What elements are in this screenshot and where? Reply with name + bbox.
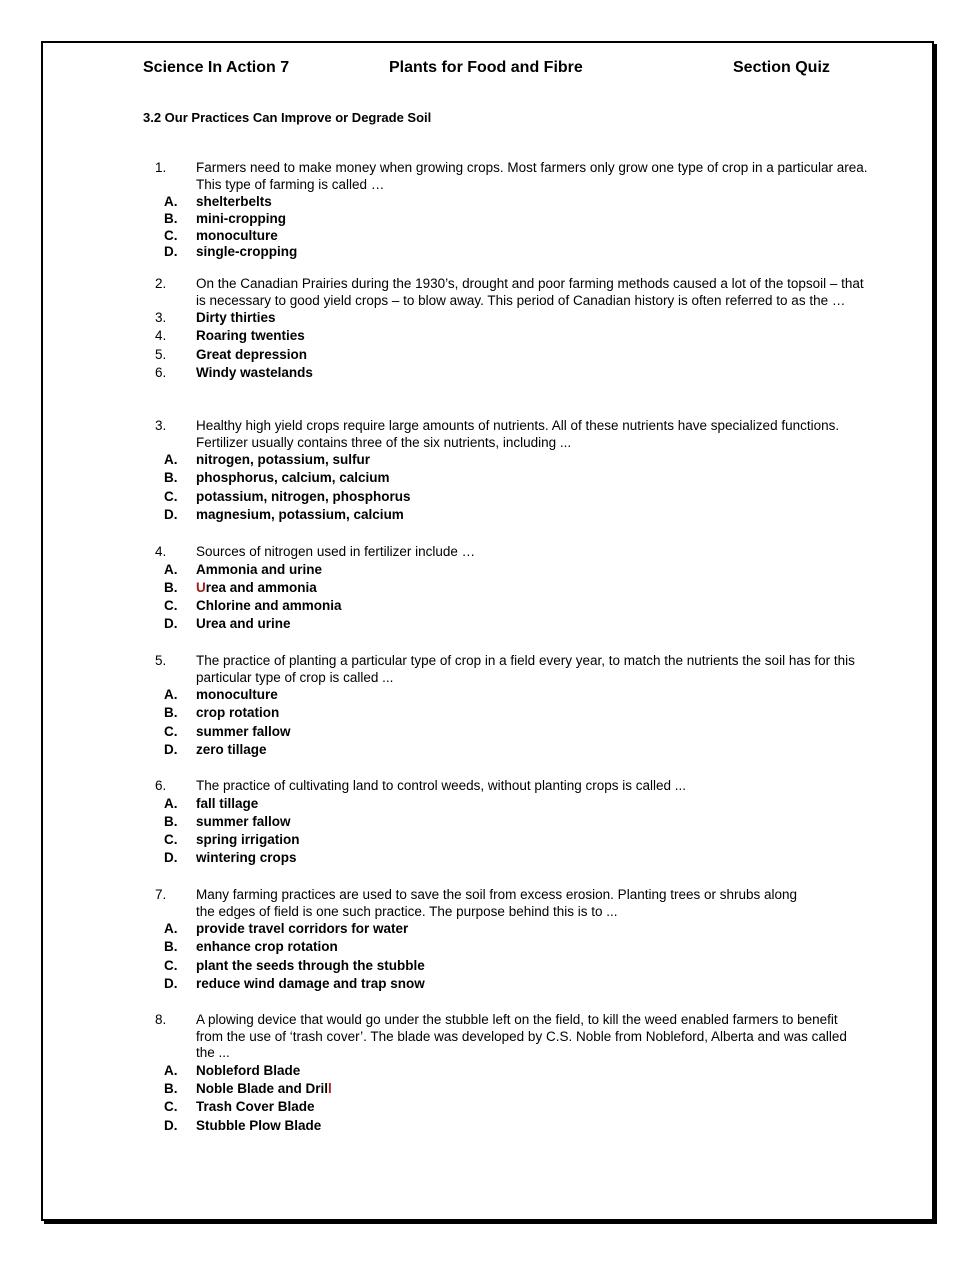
question-4: [0, 544, 979, 634]
question-text: On the Canadian Prairies during the 1930’s, drought and poor farming methods caused a lot of the topsoil – that is necessary to good yield crops – to blow away. This period of Canadian history is often referred to as the …: [196, 276, 864, 308]
option-b[interactable]: B. crop rotation: [164, 705, 280, 721]
question-stem: [0, 653, 876, 686]
option-d[interactable]: D. Stubble Plow Blade: [164, 1117, 322, 1133]
option-d[interactable]: D. magnesium, potassium, calcium: [164, 507, 404, 523]
section-title: 3.2 Our Practices Can Improve or Degrade Soil: [143, 110, 432, 125]
question-2: [0, 276, 979, 382]
question-stem: [0, 1012, 856, 1062]
question-text: The practice of cultivating land to control weeds, without planting crops is called ...: [196, 778, 687, 793]
option-d[interactable]: D. reduce wind damage and trap snow: [164, 976, 425, 992]
option-b[interactable]: 4. Roaring twenties: [155, 328, 305, 344]
question-number: 7.: [155, 887, 167, 902]
question-1: [0, 160, 979, 261]
option-b[interactable]: B. mini-cropping: [164, 211, 286, 227]
question-number: 1.: [155, 160, 167, 175]
question-stem: [0, 544, 876, 561]
question-7: [0, 887, 979, 993]
question-3: [0, 418, 979, 524]
option-c[interactable]: C. potassium, nitrogen, phosphorus: [164, 488, 411, 504]
option-d[interactable]: D. zero tillage: [164, 742, 267, 758]
question-text: Farmers need to make money when growing crops. Most farmers only grow one type of crop in a particular area. This type of farming is called …: [196, 160, 868, 192]
question-text: A plowing device that would go under the stubble left on the field, to kill the weed enabled farmers to benefit from the use of ‘trash cover’. The blade was developed by C.S. Noble from Nobleford, Alberta and was called the ...: [196, 1012, 847, 1061]
question-text: The practice of planting a particular type of crop in a field every year, to match the nutrients the soil has for this particular type of crop is called ...: [196, 653, 855, 685]
question-5: [0, 653, 979, 759]
option-c[interactable]: 5. Great depression: [155, 346, 308, 362]
unit-title: Plants for Food and Fibre: [389, 59, 583, 76]
course-title: Science In Action 7: [143, 59, 290, 76]
question-text: Sources of nitrogen used in fertilizer include …: [196, 544, 476, 559]
option-b[interactable]: B. enhance crop rotation: [164, 939, 338, 955]
question-number: 4.: [155, 544, 167, 559]
option-c[interactable]: C. summer fallow: [164, 723, 291, 739]
option-a[interactable]: 3. Dirty thirties: [155, 310, 276, 326]
option-c[interactable]: C. Trash Cover Blade: [164, 1099, 315, 1115]
question-number: 2.: [155, 276, 167, 291]
question-stem: [0, 418, 876, 451]
option-a[interactable]: A. monoculture: [164, 687, 278, 703]
question-text: Healthy high yield crops require large amounts of nutrients. All of these nutrients have specialized functions. Fertilizer usually contains three of the six nutrients, including ...: [196, 418, 840, 450]
question-number: 5.: [155, 653, 167, 668]
option-c[interactable]: C. monoculture: [164, 227, 278, 243]
quiz-type: Section Quiz: [733, 59, 830, 76]
question-number: 8.: [155, 1012, 167, 1027]
option-c[interactable]: C. plant the seeds through the stubble: [164, 957, 425, 973]
option-a[interactable]: A. Ammonia and urine: [164, 561, 323, 577]
question-number: 6.: [155, 778, 167, 793]
question-stem: [0, 887, 806, 920]
option-a[interactable]: A. Nobleford Blade: [164, 1062, 301, 1078]
option-b[interactable]: B. Urea and ammonia: [164, 579, 317, 595]
option-c[interactable]: C. Chlorine and ammonia: [164, 598, 342, 614]
option-d[interactable]: D. Urea and urine: [164, 616, 291, 632]
question-stem: [0, 160, 876, 193]
option-c[interactable]: C. spring irrigation: [164, 832, 300, 848]
question-stem: [0, 778, 876, 795]
option-d[interactable]: 6. Windy wastelands: [155, 365, 313, 381]
question-6: [0, 778, 979, 868]
option-a[interactable]: A. nitrogen, potassium, sulfur: [164, 452, 371, 468]
question-stem: [0, 276, 876, 309]
question-text: Many farming practices are used to save the soil from excess erosion. Planting trees or shrubs along the edges of field is one such practice. The purpose behind this is to ...: [196, 887, 798, 919]
option-d[interactable]: D. single-cropping: [164, 244, 298, 260]
option-b[interactable]: B. phosphorus, calcium, calcium: [164, 470, 390, 486]
option-b[interactable]: B. Noble Blade and Drill: [164, 1081, 332, 1097]
option-d[interactable]: D. wintering crops: [164, 850, 297, 866]
option-a[interactable]: A. provide travel corridors for water: [164, 921, 409, 937]
question-8: [0, 1012, 979, 1135]
option-a[interactable]: A. fall tillage: [164, 795, 259, 811]
question-number: 3.: [155, 418, 167, 433]
option-b[interactable]: B. summer fallow: [164, 813, 291, 829]
option-a[interactable]: A. shelterbelts: [164, 194, 272, 210]
